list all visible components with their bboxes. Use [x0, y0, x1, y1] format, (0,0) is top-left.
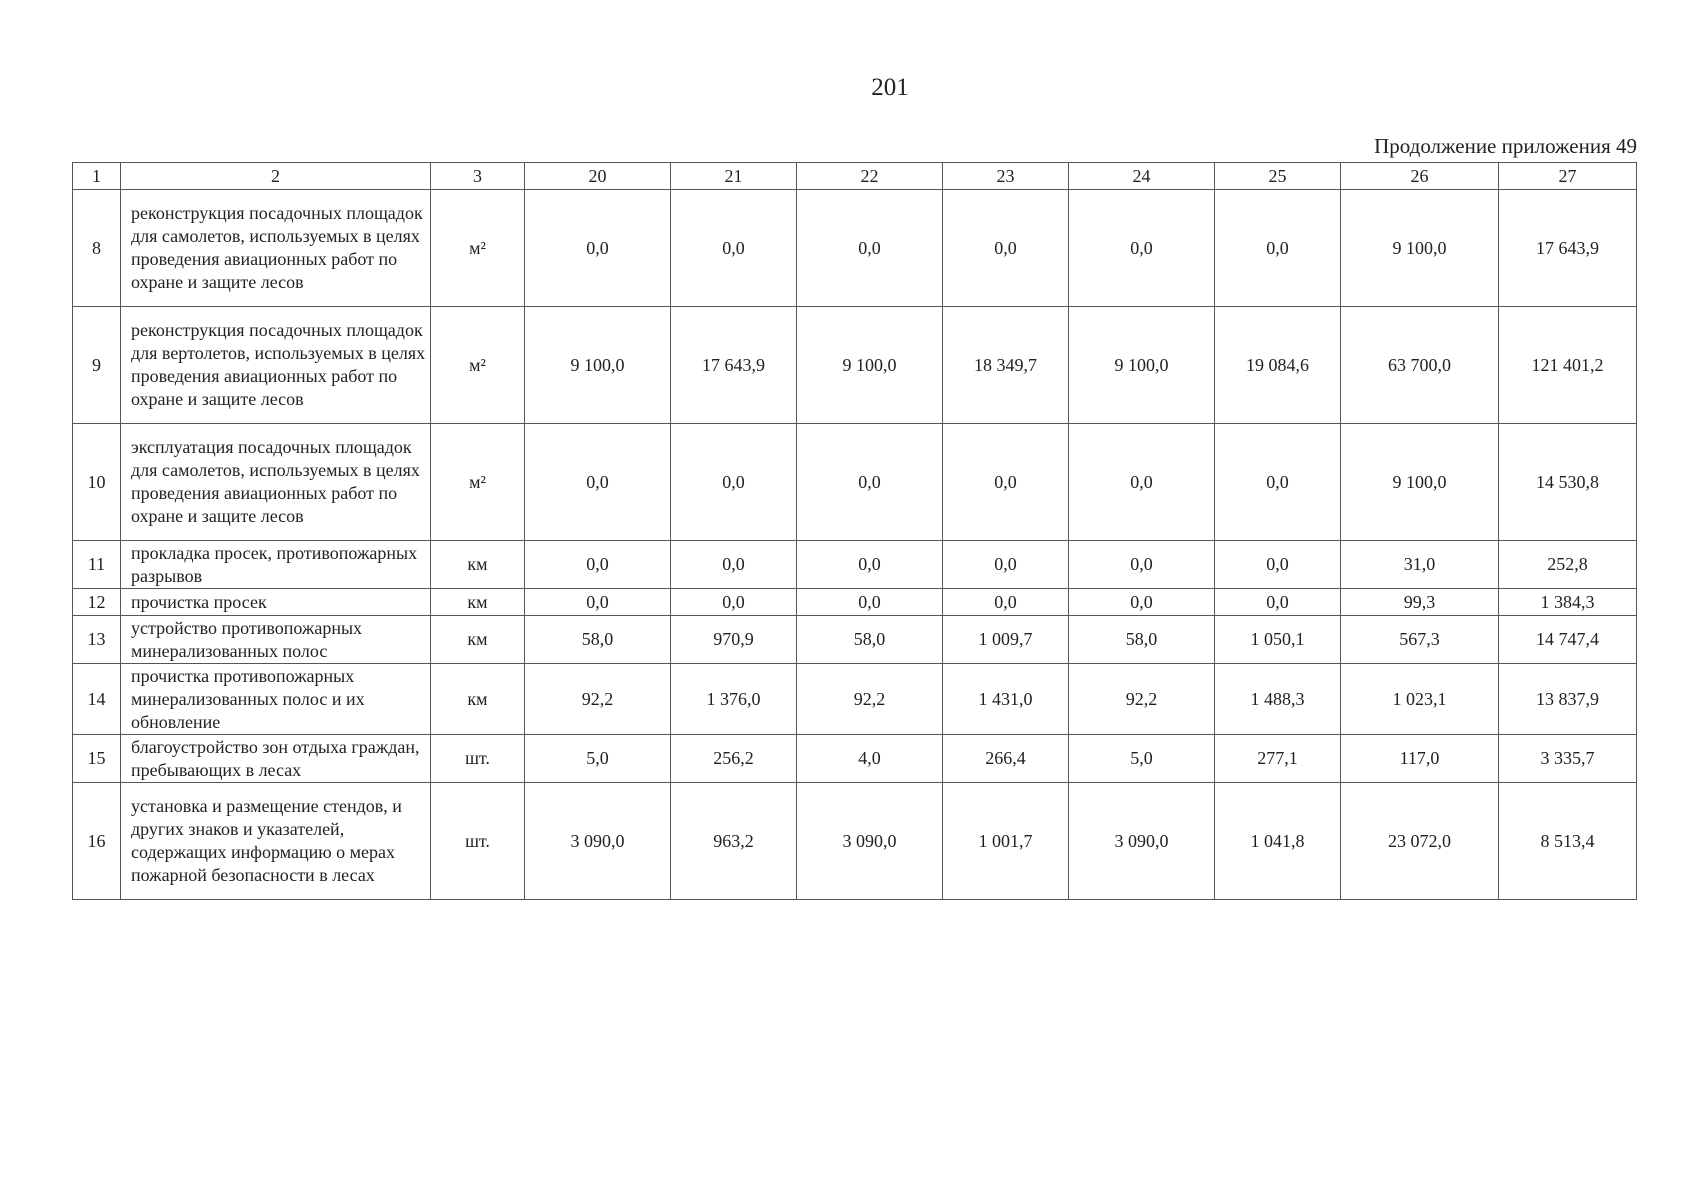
header-cell: 27	[1499, 163, 1637, 190]
value-cell: 31,0	[1341, 541, 1499, 589]
value-cell: 0,0	[797, 424, 943, 541]
value-cell: 0,0	[671, 589, 797, 616]
header-cell: 25	[1215, 163, 1341, 190]
row-unit-cell: шт.	[431, 735, 525, 783]
row-unit-cell: км	[431, 541, 525, 589]
header-cell: 22	[797, 163, 943, 190]
value-cell: 0,0	[1215, 541, 1341, 589]
value-cell: 3 090,0	[1069, 783, 1215, 900]
value-cell: 17 643,9	[671, 307, 797, 424]
value-cell: 17 643,9	[1499, 190, 1637, 307]
header-cell: 20	[525, 163, 671, 190]
row-number-cell: 11	[73, 541, 121, 589]
value-cell: 0,0	[1069, 190, 1215, 307]
value-cell: 567,3	[1341, 616, 1499, 664]
header-cell: 26	[1341, 163, 1499, 190]
value-cell: 277,1	[1215, 735, 1341, 783]
value-cell: 0,0	[1215, 589, 1341, 616]
value-cell: 252,8	[1499, 541, 1637, 589]
row-name-cell: благоустройство зон отдыха граждан, пребывающих в лесах	[121, 735, 431, 783]
value-cell: 0,0	[525, 541, 671, 589]
value-cell: 3 335,7	[1499, 735, 1637, 783]
row-unit-cell: м²	[431, 190, 525, 307]
value-cell: 121 401,2	[1499, 307, 1637, 424]
row-name-cell: устройство противопожарных минерализованных полос	[121, 616, 431, 664]
value-cell: 1 488,3	[1215, 664, 1341, 735]
row-unit-cell: м²	[431, 424, 525, 541]
row-name-cell: установка и размещение стендов, и других знаков и указателей, содержащих информацию о мерах пожарной безопасности в лесах	[121, 783, 431, 900]
value-cell: 92,2	[525, 664, 671, 735]
value-cell: 0,0	[943, 541, 1069, 589]
value-cell: 3 090,0	[797, 783, 943, 900]
row-number-cell: 10	[73, 424, 121, 541]
value-cell: 0,0	[671, 424, 797, 541]
value-cell: 1 431,0	[943, 664, 1069, 735]
page-number: 201	[871, 74, 909, 101]
row-unit-cell: км	[431, 616, 525, 664]
value-cell: 9 100,0	[1341, 190, 1499, 307]
value-cell: 1 384,3	[1499, 589, 1637, 616]
value-cell: 256,2	[671, 735, 797, 783]
header-cell: 23	[943, 163, 1069, 190]
value-cell: 14 530,8	[1499, 424, 1637, 541]
value-cell: 0,0	[671, 541, 797, 589]
value-cell: 92,2	[1069, 664, 1215, 735]
value-cell: 23 072,0	[1341, 783, 1499, 900]
value-cell: 0,0	[943, 589, 1069, 616]
value-cell: 9 100,0	[525, 307, 671, 424]
table-row	[73, 664, 1637, 735]
value-cell: 19 084,6	[1215, 307, 1341, 424]
row-number-cell: 8	[73, 190, 121, 307]
value-cell: 1 050,1	[1215, 616, 1341, 664]
value-cell: 5,0	[1069, 735, 1215, 783]
value-cell: 9 100,0	[1341, 424, 1499, 541]
data-table	[72, 162, 1637, 900]
value-cell: 266,4	[943, 735, 1069, 783]
value-cell: 5,0	[525, 735, 671, 783]
table-row	[73, 424, 1637, 541]
row-unit-cell: м²	[431, 307, 525, 424]
row-unit-cell: км	[431, 589, 525, 616]
header-cell: 1	[73, 163, 121, 190]
table-row	[73, 783, 1637, 900]
value-cell: 0,0	[1069, 424, 1215, 541]
row-name-cell: реконструкция посадочных площадок для самолетов, используемых в целях проведения авиационных работ по охране и защите лесов	[121, 190, 431, 307]
value-cell: 99,3	[1341, 589, 1499, 616]
header-cell: 24	[1069, 163, 1215, 190]
row-unit-cell: шт.	[431, 783, 525, 900]
row-number-cell: 16	[73, 783, 121, 900]
value-cell: 0,0	[671, 190, 797, 307]
value-cell: 58,0	[797, 616, 943, 664]
row-name-cell: прочистка просек	[121, 589, 431, 616]
value-cell: 0,0	[797, 541, 943, 589]
value-cell: 0,0	[525, 424, 671, 541]
table-row	[73, 190, 1637, 307]
value-cell: 0,0	[943, 190, 1069, 307]
value-cell: 0,0	[1215, 424, 1341, 541]
header-cell: 2	[121, 163, 431, 190]
value-cell: 0,0	[1069, 589, 1215, 616]
header-cell: 21	[671, 163, 797, 190]
row-name-cell: прочистка противопожарных минерализованных полос и их обновление	[121, 664, 431, 735]
value-cell: 13 837,9	[1499, 664, 1637, 735]
value-cell: 0,0	[943, 424, 1069, 541]
value-cell: 0,0	[525, 190, 671, 307]
table-row	[73, 589, 1637, 616]
table-row	[73, 541, 1637, 589]
row-name-cell: эксплуатация посадочных площадок для самолетов, используемых в целях проведения авиационных работ по охране и защите лесов	[121, 424, 431, 541]
row-number-cell: 9	[73, 307, 121, 424]
value-cell: 963,2	[671, 783, 797, 900]
value-cell: 0,0	[797, 589, 943, 616]
row-unit-cell: км	[431, 664, 525, 735]
value-cell: 8 513,4	[1499, 783, 1637, 900]
value-cell: 1 009,7	[943, 616, 1069, 664]
value-cell: 117,0	[1341, 735, 1499, 783]
row-name-cell: прокладка просек, противопожарных разрывов	[121, 541, 431, 589]
row-number-cell: 12	[73, 589, 121, 616]
value-cell: 14 747,4	[1499, 616, 1637, 664]
value-cell: 1 041,8	[1215, 783, 1341, 900]
table-row	[73, 307, 1637, 424]
row-number-cell: 15	[73, 735, 121, 783]
value-cell: 3 090,0	[525, 783, 671, 900]
value-cell: 0,0	[525, 589, 671, 616]
value-cell: 9 100,0	[797, 307, 943, 424]
value-cell: 18 349,7	[943, 307, 1069, 424]
continuation-label: Продолжение приложения 49	[1374, 134, 1637, 158]
value-cell: 4,0	[797, 735, 943, 783]
value-cell: 1 376,0	[671, 664, 797, 735]
value-cell: 9 100,0	[1069, 307, 1215, 424]
value-cell: 58,0	[1069, 616, 1215, 664]
value-cell: 92,2	[797, 664, 943, 735]
header-cell: 3	[431, 163, 525, 190]
row-name-cell: реконструкция посадочных площадок для вертолетов, используемых в целях проведения авиационных работ по охране и защите лесов	[121, 307, 431, 424]
value-cell: 1 023,1	[1341, 664, 1499, 735]
value-cell: 1 001,7	[943, 783, 1069, 900]
row-number-cell: 13	[73, 616, 121, 664]
value-cell: 0,0	[1215, 190, 1341, 307]
table-row	[73, 616, 1637, 664]
table-header-row	[73, 163, 1637, 190]
value-cell: 58,0	[525, 616, 671, 664]
value-cell: 0,0	[797, 190, 943, 307]
value-cell: 63 700,0	[1341, 307, 1499, 424]
value-cell: 970,9	[671, 616, 797, 664]
row-number-cell: 14	[73, 664, 121, 735]
value-cell: 0,0	[1069, 541, 1215, 589]
table-row	[73, 735, 1637, 783]
